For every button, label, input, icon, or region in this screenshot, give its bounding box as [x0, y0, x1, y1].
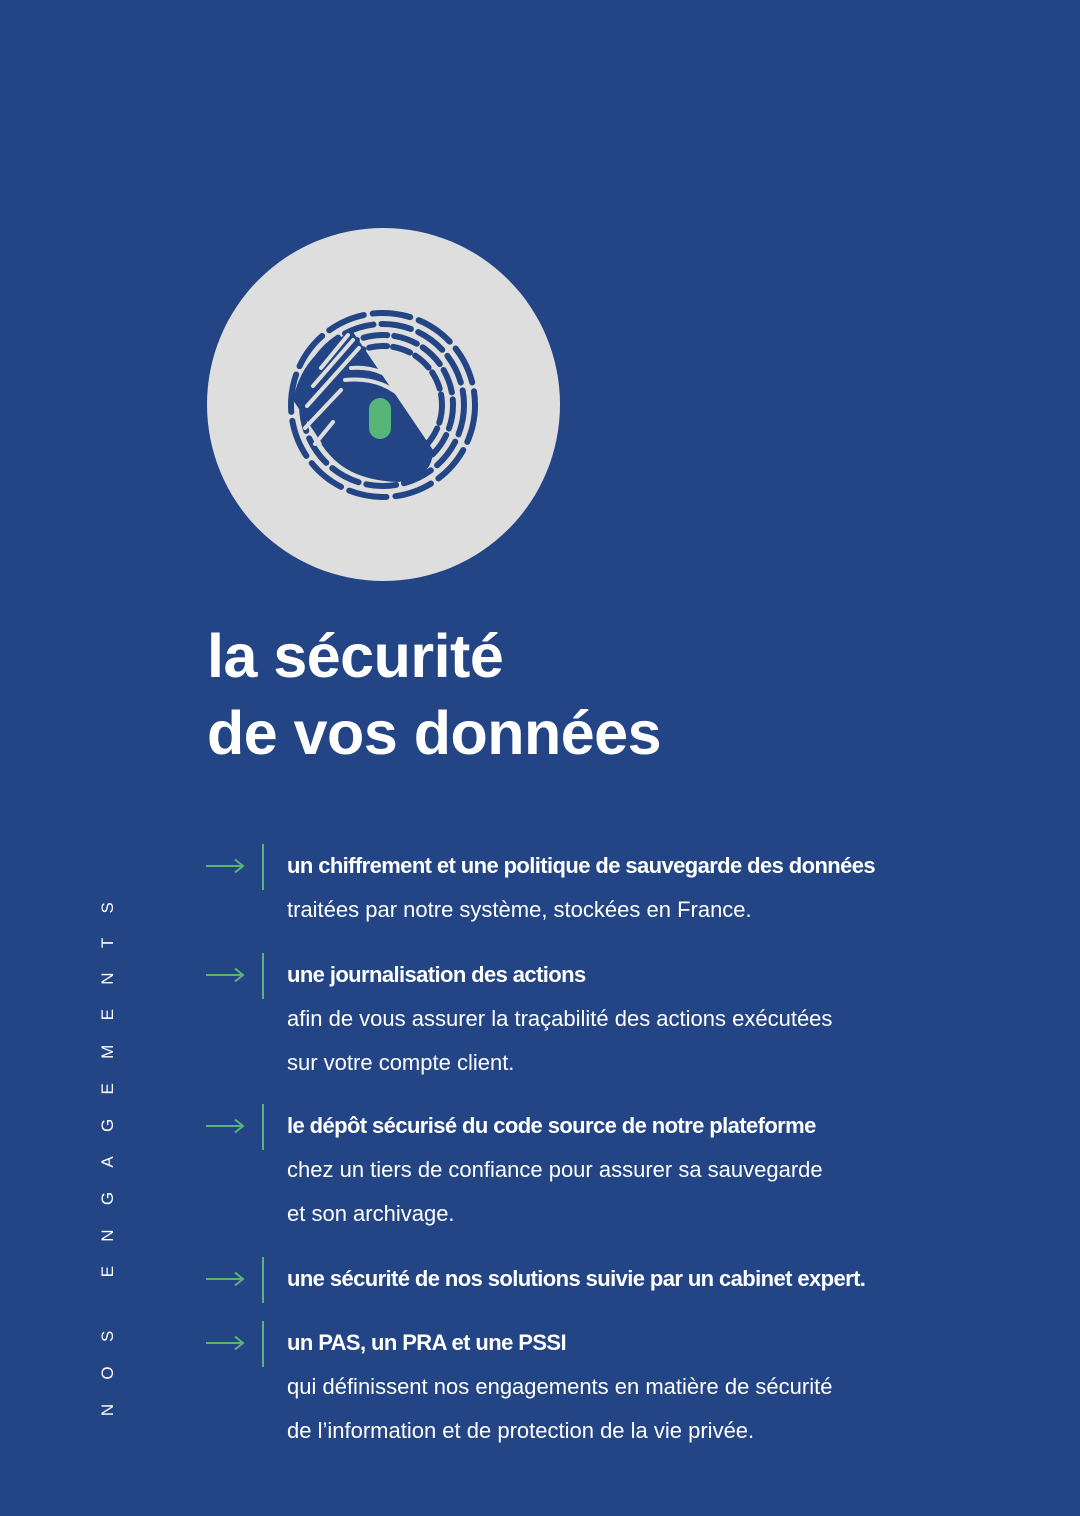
- commitment-description: afin de vous assurer la traçabilité des actions exécutées sur votre compte client.: [287, 1006, 833, 1075]
- commitment-item: [205, 844, 985, 953]
- commitment-item: [205, 953, 985, 1104]
- arrow-right-icon: [205, 1335, 245, 1351]
- arrow-right-icon: [205, 1118, 245, 1134]
- commitment-item: [205, 1257, 985, 1321]
- arrow-right-icon: [205, 1271, 245, 1287]
- commitment-divider: [262, 1257, 264, 1303]
- commitment-item: [205, 1321, 985, 1461]
- commitment-divider: [262, 1104, 264, 1150]
- page-title-line-1: la sécurité: [207, 622, 504, 690]
- commitment-divider: [262, 1321, 264, 1367]
- fingerprint-lock-icon: [283, 310, 483, 500]
- arrow-right-icon: [205, 967, 245, 983]
- commitment-title: un chiffrement et une politique de sauvegarde des données: [287, 853, 876, 878]
- commitment-divider: [262, 844, 264, 890]
- page-title: [207, 618, 661, 772]
- page-title-line-2: de vos données: [207, 699, 662, 767]
- commitment-title: le dépôt sécurisé du code source de notre plateforme: [287, 1113, 816, 1138]
- commitment-description: traitées par notre système, stockées en France.: [287, 897, 752, 922]
- arrow-right-icon: [205, 858, 245, 874]
- commitment-description: qui définissent nos engagements en matière de sécurité de l’information et de protection de la vie privée.: [287, 1374, 833, 1443]
- side-label-text: NOS ENGAGEMENTS: [98, 877, 117, 1417]
- commitment-title: une sécurité de nos solutions suivie par un cabinet expert.: [287, 1266, 866, 1291]
- commitment-item: [205, 1104, 985, 1257]
- commitment-description: chez un tiers de confiance pour assurer sa sauvegarde et son archivage.: [287, 1157, 823, 1226]
- commitments-list: [205, 844, 985, 1461]
- commitment-divider: [262, 953, 264, 999]
- commitment-title: une journalisation des actions: [287, 962, 586, 987]
- commitment-title: un PAS, un PRA et une PSSI: [287, 1330, 566, 1355]
